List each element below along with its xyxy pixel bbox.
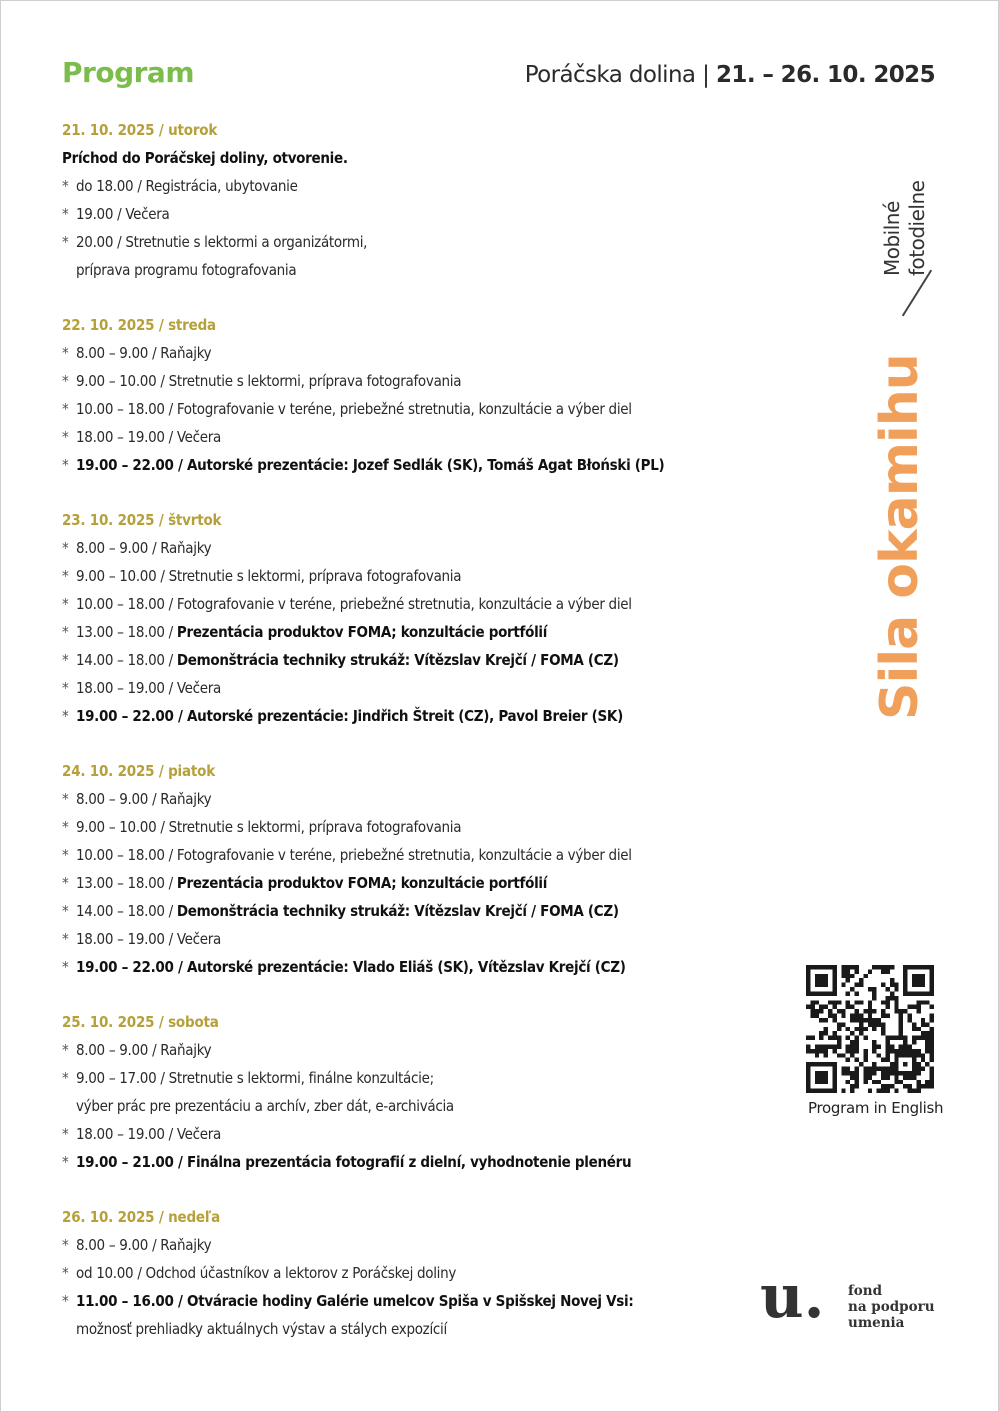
day-block — [62, 1008, 762, 1176]
schedule-item — [62, 1231, 762, 1259]
item-time: 13.00 – 18.00 / — [76, 623, 177, 641]
item-time: 13.00 – 18.00 / — [76, 874, 177, 892]
schedule-item — [62, 925, 762, 953]
day-heading: 24. 10. 2025 / piatok — [62, 762, 215, 780]
schedule-item — [62, 618, 762, 646]
logo-line2: na podporu — [848, 1299, 935, 1315]
bullet-icon: * — [62, 1153, 69, 1171]
item-text: 18.00 – 19.00 / Večera — [76, 428, 221, 446]
bullet-icon: * — [62, 372, 69, 390]
bullet-icon: * — [62, 846, 69, 864]
schedule-item — [62, 646, 762, 674]
item-text: 9.00 – 10.00 / Stretnutie s lektormi, príprava fotografovania — [76, 372, 462, 390]
item-text: Demonštrácia techniky strukáž: Vítězslav Krejčí / FOMA (CZ) — [176, 902, 619, 920]
item-text: 9.00 – 10.00 / Stretnutie s lektormi, príprava fotografovania — [76, 818, 462, 836]
page-title: Program — [62, 56, 194, 89]
schedule-item — [62, 590, 762, 618]
schedule-item — [62, 367, 762, 395]
brand-subtitle-line1: Mobilné — [880, 201, 904, 276]
item-text: 10.00 – 18.00 / Fotografovanie v teréne, priebežné stretnutia, konzultácie a výber diel — [76, 595, 632, 613]
bullet-icon: * — [62, 930, 69, 948]
item-text: Prezentácia produktov FOMA; konzultácie portfólií — [176, 623, 548, 641]
item-text: 20.00 / Stretnutie s lektormi a organizátormi, — [76, 233, 368, 251]
day-heading: 23. 10. 2025 / štvrtok — [62, 511, 222, 529]
bullet-icon: * — [62, 707, 69, 725]
item-text: 18.00 – 19.00 / Večera — [76, 930, 221, 948]
item-text: 8.00 – 9.00 / Raňajky — [76, 344, 212, 362]
schedule-item — [62, 1120, 762, 1148]
item-text: 8.00 – 9.00 / Raňajky — [76, 1041, 212, 1059]
item-text: Prezentácia produktov FOMA; konzultácie portfólií — [176, 874, 548, 892]
bullet-icon: * — [62, 567, 69, 585]
schedule-item — [62, 897, 762, 925]
day-block — [62, 506, 762, 730]
item-text: 9.00 – 10.00 / Stretnutie s lektormi, príprava fotografovania — [76, 567, 462, 585]
schedule-item — [62, 1036, 762, 1064]
schedule-item — [62, 172, 762, 200]
event-dates: 21. – 26. 10. 2025 — [716, 62, 935, 88]
schedule-item — [62, 423, 762, 451]
brand-title: Sila okamihu — [870, 354, 930, 720]
item-text: 19.00 / Večera — [76, 205, 170, 223]
day-block — [62, 757, 762, 981]
bullet-icon: * — [62, 1264, 69, 1282]
schedule-item — [62, 562, 762, 590]
fund-logo — [760, 1262, 940, 1340]
schedule-item — [62, 534, 762, 562]
item-text: 18.00 – 19.00 / Večera — [76, 1125, 221, 1143]
bullet-icon: * — [62, 1041, 69, 1059]
item-text: 8.00 – 9.00 / Raňajky — [76, 539, 212, 557]
schedule-item — [62, 1287, 762, 1315]
schedule-item: výber prác pre prezentáciu a archív, zber dát, e-archivácia — [76, 1097, 454, 1115]
schedule-item — [62, 1259, 762, 1287]
item-time: 14.00 – 18.00 / — [76, 902, 177, 920]
bullet-icon: * — [62, 902, 69, 920]
bullet-icon: * — [62, 539, 69, 557]
bullet-icon: * — [62, 205, 69, 223]
logo-mark: u. — [760, 1262, 825, 1332]
item-text: 10.00 – 18.00 / Fotografovanie v teréne, priebežné stretnutia, konzultácie a výber diel — [76, 400, 632, 418]
bullet-icon: * — [62, 233, 69, 251]
item-text: 8.00 – 9.00 / Raňajky — [76, 790, 212, 808]
day-block — [62, 1203, 762, 1343]
logo-line1: fond — [848, 1283, 883, 1299]
item-text: 19.00 – 22.00 / Autorské prezentácie: Jozef Sedlák (SK), Tomáš Agat Błoński (PL) — [76, 456, 665, 474]
event-place: Poráčska dolina | — [524, 62, 717, 88]
item-text: od 10.00 / Odchod účastníkov a lektorov z Poráčskej doliny — [76, 1264, 457, 1282]
bullet-icon: * — [62, 1292, 69, 1310]
item-text: 18.00 – 19.00 / Večera — [76, 679, 221, 697]
bullet-icon: * — [62, 874, 69, 892]
schedule-item — [62, 339, 762, 367]
bullet-icon: * — [62, 1236, 69, 1254]
program-schedule — [62, 116, 762, 1370]
item-text: 19.00 – 22.00 / Autorské prezentácie: Jindřich Štreit (CZ), Pavol Breier (SK) — [76, 707, 623, 725]
logo-text — [848, 1283, 935, 1331]
item-text: Demonštrácia techniky strukáž: Vítězslav Krejčí / FOMA (CZ) — [176, 651, 619, 669]
schedule-item — [62, 200, 762, 228]
item-time: 14.00 – 18.00 / — [76, 651, 177, 669]
day-heading: 26. 10. 2025 / nedeľa — [62, 1208, 221, 1226]
item-text: 10.00 – 18.00 / Fotografovanie v teréne, priebežné stretnutia, konzultácie a výber diel — [76, 846, 632, 864]
schedule-item — [62, 841, 762, 869]
bullet-icon: * — [62, 679, 69, 697]
bullet-icon: * — [62, 428, 69, 446]
schedule-item — [62, 674, 762, 702]
bullet-icon: * — [62, 344, 69, 362]
schedule-item — [62, 869, 762, 897]
item-text: do 18.00 / Registrácia, ubytovanie — [76, 177, 298, 195]
item-text: 11.00 – 16.00 / Otváracie hodiny Galérie umelcov Spiša v Spišskej Novej Vsi: — [76, 1292, 634, 1310]
schedule-item: Príchod do Poráčskej doliny, otvorenie. — [62, 149, 348, 167]
qr-code-icon[interactable] — [806, 965, 934, 1093]
schedule-item — [62, 395, 762, 423]
bullet-icon: * — [62, 1069, 69, 1087]
qr-label: Program in English — [808, 1099, 944, 1117]
schedule-item — [62, 813, 762, 841]
item-text: 19.00 – 21.00 / Finálna prezentácia fotografií z dielní, vyhodnotenie plenéru — [76, 1153, 632, 1171]
bullet-icon: * — [62, 456, 69, 474]
bullet-icon: * — [62, 623, 69, 641]
bullet-icon: * — [62, 1125, 69, 1143]
bullet-icon: * — [62, 790, 69, 808]
schedule-item — [62, 1064, 762, 1092]
item-text: 9.00 – 17.00 / Stretnutie s lektormi, finálne konzultácie; — [76, 1069, 434, 1087]
schedule-item — [62, 953, 762, 981]
bullet-icon: * — [62, 651, 69, 669]
day-heading: 22. 10. 2025 / streda — [62, 316, 216, 334]
schedule-item: príprava programu fotografovania — [76, 261, 297, 279]
day-heading: 25. 10. 2025 / sobota — [62, 1013, 219, 1031]
item-text: 8.00 – 9.00 / Raňajky — [76, 1236, 212, 1254]
bullet-icon: * — [62, 177, 69, 195]
bullet-icon: * — [62, 595, 69, 613]
schedule-item — [62, 1148, 762, 1176]
schedule-item — [62, 228, 762, 256]
schedule-item — [62, 785, 762, 813]
day-heading: 21. 10. 2025 / utorok — [62, 121, 218, 139]
brand-subtitle-line2: fotodielne — [905, 180, 929, 276]
event-place-dates — [525, 62, 935, 88]
bullet-icon: * — [62, 818, 69, 836]
day-block — [62, 311, 762, 479]
item-text: 19.00 – 22.00 / Autorské prezentácie: Vlado Eliáš (SK), Vítězslav Krejčí (CZ) — [76, 958, 626, 976]
bullet-icon: * — [62, 958, 69, 976]
schedule-item — [62, 702, 762, 730]
schedule-item: možnosť prehliadky aktuálnych výstav a stálych expozícií — [76, 1320, 447, 1338]
logo-line3: umenia — [848, 1315, 905, 1331]
schedule-item — [62, 451, 762, 479]
day-block — [62, 116, 762, 284]
bullet-icon: * — [62, 400, 69, 418]
